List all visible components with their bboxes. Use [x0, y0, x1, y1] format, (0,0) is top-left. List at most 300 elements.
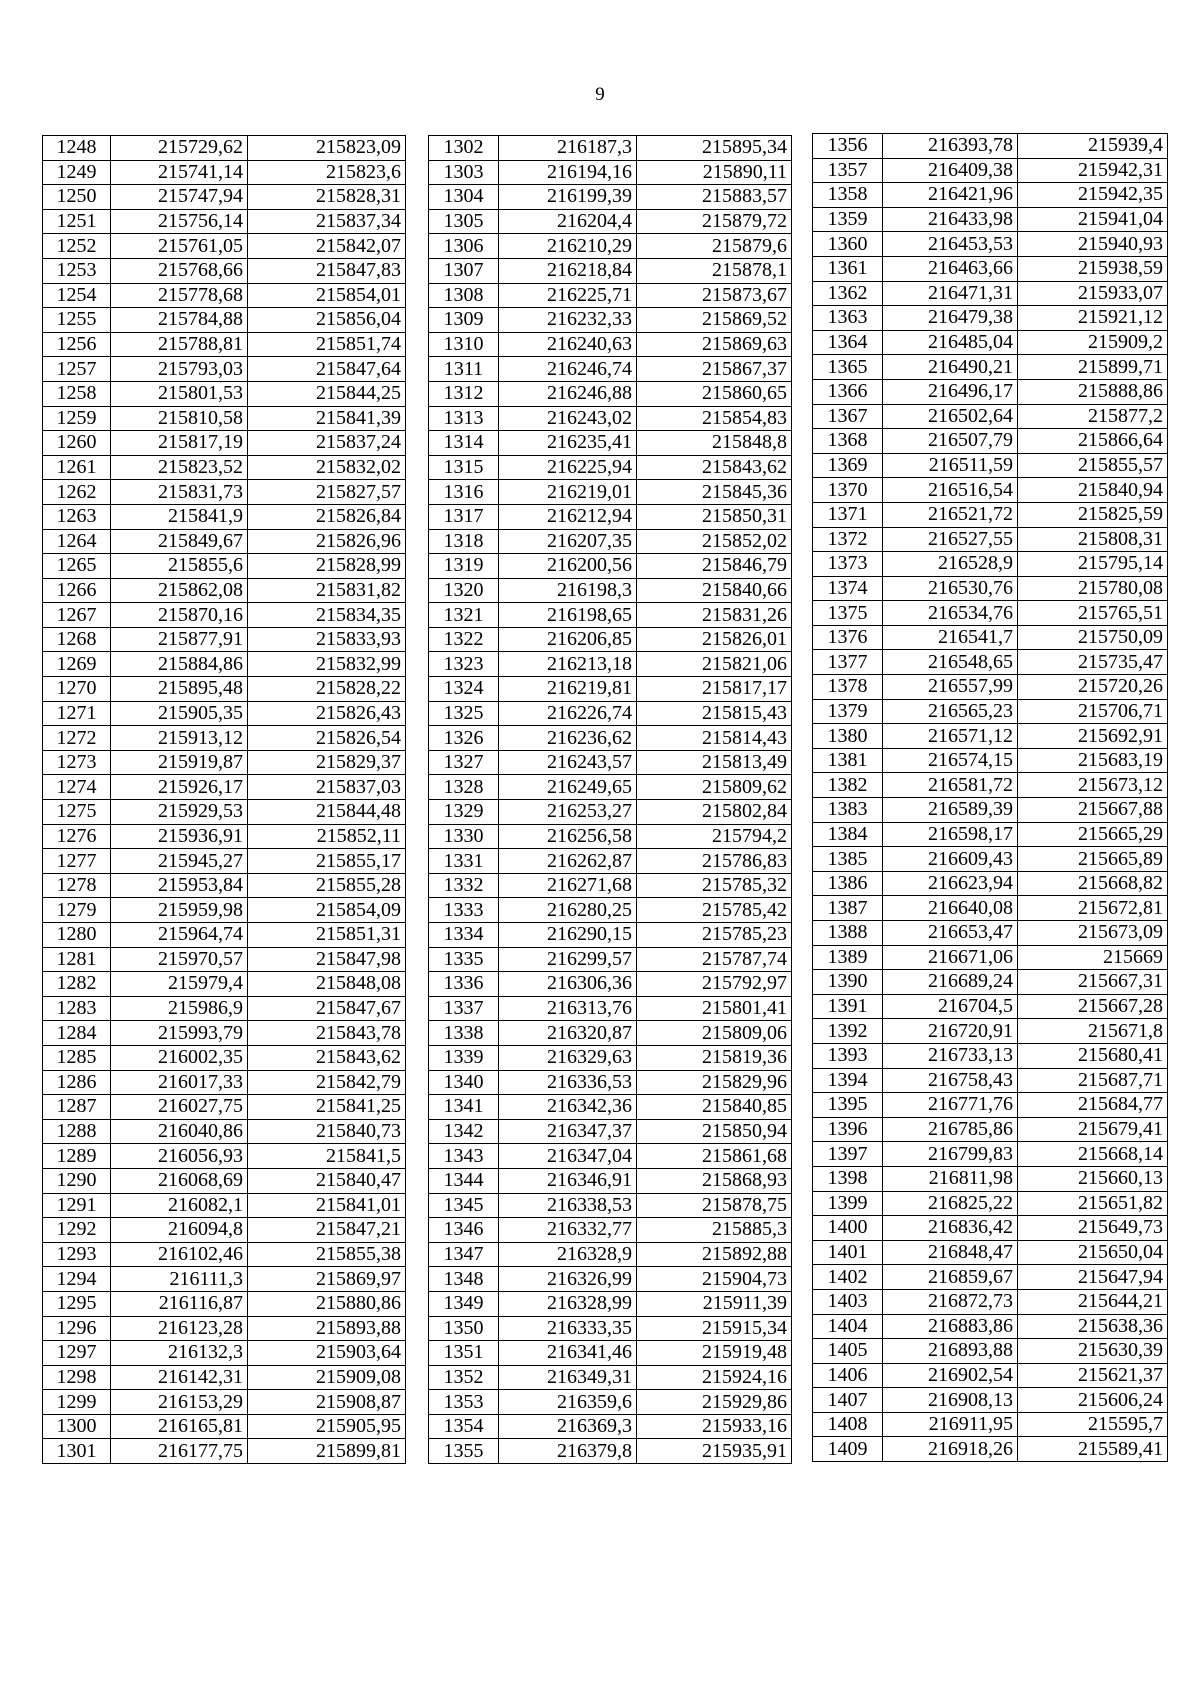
table-row — [43, 283, 406, 308]
table-row — [43, 1291, 406, 1316]
x-coordinate-cell: 215905,35 — [111, 701, 248, 726]
point-number-cell: 1321 — [429, 603, 499, 628]
point-number-cell: 1350 — [429, 1316, 499, 1341]
point-number-cell: 1397 — [813, 1142, 883, 1167]
point-number-cell: 1305 — [429, 209, 499, 234]
table-row — [813, 1388, 1168, 1413]
table-row — [429, 406, 792, 431]
y-coordinate-cell: 215595,7 — [1018, 1412, 1168, 1437]
y-coordinate-cell: 215878,1 — [637, 258, 792, 283]
y-coordinate-cell: 215942,31 — [1018, 158, 1168, 183]
x-coordinate-cell: 216082,1 — [111, 1193, 248, 1218]
point-number-cell: 1263 — [43, 504, 111, 529]
y-coordinate-cell: 215855,17 — [248, 849, 406, 874]
x-coordinate-cell: 216320,87 — [499, 1021, 637, 1046]
x-coordinate-cell: 215788,81 — [111, 332, 248, 357]
x-coordinate-cell: 216341,46 — [499, 1341, 637, 1366]
x-coordinate-cell: 216123,28 — [111, 1316, 248, 1341]
x-coordinate-cell: 216883,86 — [883, 1314, 1018, 1339]
y-coordinate-cell: 215827,57 — [248, 480, 406, 505]
x-coordinate-cell: 215741,14 — [111, 160, 248, 185]
y-coordinate-cell: 215621,37 — [1018, 1363, 1168, 1388]
y-coordinate-cell: 215869,52 — [637, 308, 792, 333]
table-row — [429, 1168, 792, 1193]
point-number-cell: 1355 — [429, 1439, 499, 1464]
y-coordinate-cell: 215650,04 — [1018, 1240, 1168, 1265]
y-coordinate-cell: 215848,8 — [637, 431, 792, 456]
table-row — [43, 258, 406, 283]
y-coordinate-cell: 215915,34 — [637, 1316, 792, 1341]
y-coordinate-cell: 215880,86 — [248, 1291, 406, 1316]
y-coordinate-cell: 215848,08 — [248, 972, 406, 997]
table-row — [429, 136, 792, 161]
y-coordinate-cell: 215829,96 — [637, 1070, 792, 1095]
y-coordinate-cell: 215840,94 — [1018, 478, 1168, 503]
point-number-cell: 1313 — [429, 406, 499, 431]
table-row — [43, 480, 406, 505]
point-number-cell: 1345 — [429, 1193, 499, 1218]
table-row — [429, 308, 792, 333]
y-coordinate-cell: 215909,2 — [1018, 330, 1168, 355]
point-number-cell: 1372 — [813, 527, 883, 552]
point-number-cell: 1330 — [429, 824, 499, 849]
table-row — [429, 1021, 792, 1046]
x-coordinate-cell: 216811,98 — [883, 1166, 1018, 1191]
point-number-cell: 1275 — [43, 800, 111, 825]
x-coordinate-cell: 216848,47 — [883, 1240, 1018, 1265]
point-number-cell: 1347 — [429, 1242, 499, 1267]
x-coordinate-cell: 216198,3 — [499, 578, 637, 603]
table-row — [813, 527, 1168, 552]
table-row — [813, 1265, 1168, 1290]
y-coordinate-cell: 215892,88 — [637, 1242, 792, 1267]
table-row — [813, 1093, 1168, 1118]
point-number-cell: 1381 — [813, 748, 883, 773]
point-number-cell: 1249 — [43, 160, 111, 185]
y-coordinate-cell: 215840,73 — [248, 1119, 406, 1144]
x-coordinate-cell: 216116,87 — [111, 1291, 248, 1316]
point-number-cell: 1276 — [43, 824, 111, 849]
point-number-cell: 1405 — [813, 1339, 883, 1364]
table-row — [429, 775, 792, 800]
x-coordinate-cell: 216433,98 — [883, 207, 1018, 232]
point-number-cell: 1279 — [43, 898, 111, 923]
table-row — [43, 701, 406, 726]
y-coordinate-cell: 215911,39 — [637, 1291, 792, 1316]
table-row — [429, 431, 792, 456]
y-coordinate-cell: 215826,54 — [248, 726, 406, 751]
point-number-cell: 1376 — [813, 625, 883, 650]
y-coordinate-cell: 215785,23 — [637, 923, 792, 948]
y-coordinate-cell: 215846,79 — [637, 554, 792, 579]
y-coordinate-cell: 215683,19 — [1018, 748, 1168, 773]
x-coordinate-cell: 216349,31 — [499, 1365, 637, 1390]
table-row — [813, 748, 1168, 773]
y-coordinate-cell: 215844,25 — [248, 381, 406, 406]
table-row — [813, 871, 1168, 896]
table-row — [429, 1045, 792, 1070]
y-coordinate-cell: 215841,5 — [248, 1144, 406, 1169]
table-row — [43, 775, 406, 800]
x-coordinate-cell: 216453,53 — [883, 232, 1018, 257]
x-coordinate-cell: 216290,15 — [499, 923, 637, 948]
point-number-cell: 1324 — [429, 677, 499, 702]
point-number-cell: 1392 — [813, 1019, 883, 1044]
table-row — [813, 158, 1168, 183]
point-number-cell: 1344 — [429, 1168, 499, 1193]
point-number-cell: 1300 — [43, 1414, 111, 1439]
y-coordinate-cell: 215877,2 — [1018, 404, 1168, 429]
x-coordinate-cell: 215913,12 — [111, 726, 248, 751]
point-number-cell: 1334 — [429, 923, 499, 948]
point-number-cell: 1248 — [43, 136, 111, 161]
y-coordinate-cell: 215895,34 — [637, 136, 792, 161]
point-number-cell: 1364 — [813, 330, 883, 355]
table-row — [429, 1095, 792, 1120]
point-number-cell: 1396 — [813, 1117, 883, 1142]
y-coordinate-cell: 215941,04 — [1018, 207, 1168, 232]
x-coordinate-cell: 216338,53 — [499, 1193, 637, 1218]
point-number-cell: 1291 — [43, 1193, 111, 1218]
x-coordinate-cell: 216548,65 — [883, 650, 1018, 675]
x-coordinate-cell: 216836,42 — [883, 1216, 1018, 1241]
table-row — [813, 1068, 1168, 1093]
y-coordinate-cell: 215706,71 — [1018, 699, 1168, 724]
y-coordinate-cell: 215837,24 — [248, 431, 406, 456]
x-coordinate-cell: 216212,94 — [499, 504, 637, 529]
point-number-cell: 1289 — [43, 1144, 111, 1169]
y-coordinate-cell: 215825,59 — [1018, 502, 1168, 527]
table-row — [43, 1218, 406, 1243]
table-row — [429, 185, 792, 210]
point-number-cell: 1374 — [813, 576, 883, 601]
table-row — [429, 1119, 792, 1144]
point-number-cell: 1297 — [43, 1341, 111, 1366]
table-row — [429, 996, 792, 1021]
table-row — [813, 699, 1168, 724]
point-number-cell: 1306 — [429, 234, 499, 259]
y-coordinate-cell: 215933,16 — [637, 1414, 792, 1439]
point-number-cell: 1360 — [813, 232, 883, 257]
y-coordinate-cell: 215819,36 — [637, 1045, 792, 1070]
table-row — [813, 355, 1168, 380]
y-coordinate-cell: 215844,48 — [248, 800, 406, 825]
point-number-cell: 1363 — [813, 306, 883, 331]
x-coordinate-cell: 216240,63 — [499, 332, 637, 357]
x-coordinate-cell: 216471,31 — [883, 281, 1018, 306]
x-coordinate-cell: 216132,3 — [111, 1341, 248, 1366]
y-coordinate-cell: 215787,74 — [637, 947, 792, 972]
point-number-cell: 1290 — [43, 1168, 111, 1193]
x-coordinate-cell: 215986,9 — [111, 996, 248, 1021]
x-coordinate-cell: 216589,39 — [883, 798, 1018, 823]
point-number-cell: 1259 — [43, 406, 111, 431]
point-number-cell: 1367 — [813, 404, 883, 429]
table-row — [43, 529, 406, 554]
point-number-cell: 1304 — [429, 185, 499, 210]
point-number-cell: 1273 — [43, 750, 111, 775]
point-number-cell: 1274 — [43, 775, 111, 800]
x-coordinate-cell: 216210,29 — [499, 234, 637, 259]
table-row — [813, 1339, 1168, 1364]
x-coordinate-cell: 216243,02 — [499, 406, 637, 431]
table-row — [813, 847, 1168, 872]
x-coordinate-cell: 216332,77 — [499, 1218, 637, 1243]
x-coordinate-cell: 216218,84 — [499, 258, 637, 283]
point-number-cell: 1366 — [813, 379, 883, 404]
point-number-cell: 1283 — [43, 996, 111, 1021]
table-row — [43, 1021, 406, 1046]
point-number-cell: 1298 — [43, 1365, 111, 1390]
y-coordinate-cell: 215660,13 — [1018, 1166, 1168, 1191]
x-coordinate-cell: 216409,38 — [883, 158, 1018, 183]
y-coordinate-cell: 215687,71 — [1018, 1068, 1168, 1093]
point-number-cell: 1307 — [429, 258, 499, 283]
y-coordinate-cell: 215795,14 — [1018, 552, 1168, 577]
y-coordinate-cell: 215832,02 — [248, 455, 406, 480]
point-number-cell: 1386 — [813, 871, 883, 896]
coordinates-table-1 — [42, 135, 406, 1464]
table-row — [429, 1193, 792, 1218]
x-coordinate-cell: 215993,79 — [111, 1021, 248, 1046]
table-row — [429, 234, 792, 259]
point-number-cell: 1378 — [813, 675, 883, 700]
y-coordinate-cell: 215786,83 — [637, 849, 792, 874]
point-number-cell: 1251 — [43, 209, 111, 234]
x-coordinate-cell: 216516,54 — [883, 478, 1018, 503]
point-number-cell: 1383 — [813, 798, 883, 823]
table-row — [43, 1070, 406, 1095]
y-coordinate-cell: 215832,99 — [248, 652, 406, 677]
x-coordinate-cell: 216306,36 — [499, 972, 637, 997]
point-number-cell: 1402 — [813, 1265, 883, 1290]
x-coordinate-cell: 216541,7 — [883, 625, 1018, 650]
table-row — [813, 650, 1168, 675]
table-row — [813, 945, 1168, 970]
point-number-cell: 1267 — [43, 603, 111, 628]
y-coordinate-cell: 215673,12 — [1018, 773, 1168, 798]
point-number-cell: 1354 — [429, 1414, 499, 1439]
table-row — [813, 207, 1168, 232]
x-coordinate-cell: 216017,33 — [111, 1070, 248, 1095]
x-coordinate-cell: 215936,91 — [111, 824, 248, 849]
point-number-cell: 1341 — [429, 1095, 499, 1120]
table-row — [429, 824, 792, 849]
point-number-cell: 1288 — [43, 1119, 111, 1144]
y-coordinate-cell: 215826,96 — [248, 529, 406, 554]
y-coordinate-cell: 215828,31 — [248, 185, 406, 210]
table-row — [43, 1095, 406, 1120]
point-number-cell: 1277 — [43, 849, 111, 874]
point-number-cell: 1349 — [429, 1291, 499, 1316]
y-coordinate-cell: 215765,51 — [1018, 601, 1168, 626]
table-row — [43, 357, 406, 382]
point-number-cell: 1261 — [43, 455, 111, 480]
y-coordinate-cell: 215866,64 — [1018, 429, 1168, 454]
coordinates-table-3 — [812, 133, 1168, 1462]
x-coordinate-cell: 215945,27 — [111, 849, 248, 874]
x-coordinate-cell: 215747,94 — [111, 185, 248, 210]
table-row — [429, 504, 792, 529]
table-row — [813, 675, 1168, 700]
table-row — [813, 1314, 1168, 1339]
y-coordinate-cell: 215826,43 — [248, 701, 406, 726]
point-number-cell: 1268 — [43, 627, 111, 652]
point-number-cell: 1389 — [813, 945, 883, 970]
x-coordinate-cell: 216511,59 — [883, 453, 1018, 478]
table-row — [43, 1119, 406, 1144]
point-number-cell: 1262 — [43, 480, 111, 505]
point-number-cell: 1299 — [43, 1390, 111, 1415]
x-coordinate-cell: 216326,99 — [499, 1267, 637, 1292]
y-coordinate-cell: 215802,84 — [637, 800, 792, 825]
x-coordinate-cell: 215768,66 — [111, 258, 248, 283]
x-coordinate-cell: 216213,18 — [499, 652, 637, 677]
y-coordinate-cell: 215638,36 — [1018, 1314, 1168, 1339]
table-row — [43, 996, 406, 1021]
x-coordinate-cell: 215761,05 — [111, 234, 248, 259]
y-coordinate-cell: 215899,71 — [1018, 355, 1168, 380]
y-coordinate-cell: 215904,73 — [637, 1267, 792, 1292]
table-row — [43, 455, 406, 480]
table-row — [813, 330, 1168, 355]
table-row — [429, 160, 792, 185]
y-coordinate-cell: 215842,07 — [248, 234, 406, 259]
point-number-cell: 1400 — [813, 1216, 883, 1241]
point-number-cell: 1351 — [429, 1341, 499, 1366]
x-coordinate-cell: 216574,15 — [883, 748, 1018, 773]
y-coordinate-cell: 215885,3 — [637, 1218, 792, 1243]
point-number-cell: 1325 — [429, 701, 499, 726]
table-row — [813, 798, 1168, 823]
table-row — [43, 185, 406, 210]
x-coordinate-cell: 216187,3 — [499, 136, 637, 161]
point-number-cell: 1253 — [43, 258, 111, 283]
x-coordinate-cell: 215729,62 — [111, 136, 248, 161]
table-row — [43, 898, 406, 923]
x-coordinate-cell: 216111,3 — [111, 1267, 248, 1292]
table-row — [429, 1316, 792, 1341]
point-number-cell: 1315 — [429, 455, 499, 480]
y-coordinate-cell: 215847,64 — [248, 357, 406, 382]
point-number-cell: 1395 — [813, 1093, 883, 1118]
point-number-cell: 1311 — [429, 357, 499, 382]
y-coordinate-cell: 215671,8 — [1018, 1019, 1168, 1044]
table-row — [429, 923, 792, 948]
table-row — [43, 1414, 406, 1439]
point-number-cell: 1312 — [429, 381, 499, 406]
table-row — [813, 502, 1168, 527]
x-coordinate-cell: 216232,33 — [499, 308, 637, 333]
point-number-cell: 1406 — [813, 1363, 883, 1388]
x-coordinate-cell: 216893,88 — [883, 1339, 1018, 1364]
table-row — [43, 873, 406, 898]
point-number-cell: 1271 — [43, 701, 111, 726]
table-row — [43, 1242, 406, 1267]
point-number-cell: 1333 — [429, 898, 499, 923]
x-coordinate-cell: 215823,52 — [111, 455, 248, 480]
table-row — [429, 849, 792, 874]
y-coordinate-cell: 215735,47 — [1018, 650, 1168, 675]
point-number-cell: 1380 — [813, 724, 883, 749]
table-row — [43, 554, 406, 579]
point-number-cell: 1285 — [43, 1045, 111, 1070]
point-number-cell: 1337 — [429, 996, 499, 1021]
table-row — [429, 947, 792, 972]
x-coordinate-cell: 216720,91 — [883, 1019, 1018, 1044]
y-coordinate-cell: 215750,09 — [1018, 625, 1168, 650]
table-row — [813, 404, 1168, 429]
point-number-cell: 1346 — [429, 1218, 499, 1243]
table-row — [429, 529, 792, 554]
point-number-cell: 1371 — [813, 502, 883, 527]
x-coordinate-cell: 216598,17 — [883, 822, 1018, 847]
x-coordinate-cell: 215929,53 — [111, 800, 248, 825]
y-coordinate-cell: 215840,47 — [248, 1168, 406, 1193]
x-coordinate-cell: 215959,98 — [111, 898, 248, 923]
point-number-cell: 1292 — [43, 1218, 111, 1243]
point-number-cell: 1252 — [43, 234, 111, 259]
y-coordinate-cell: 215938,59 — [1018, 256, 1168, 281]
table-row — [813, 724, 1168, 749]
table-row — [813, 306, 1168, 331]
table-row — [43, 1439, 406, 1464]
table-row — [43, 1267, 406, 1292]
table-row — [813, 1216, 1168, 1241]
table-row — [429, 1144, 792, 1169]
table-row — [429, 209, 792, 234]
table-row — [43, 1193, 406, 1218]
x-coordinate-cell: 216902,54 — [883, 1363, 1018, 1388]
table-row — [429, 381, 792, 406]
table-row — [43, 1316, 406, 1341]
y-coordinate-cell: 215855,28 — [248, 873, 406, 898]
point-number-cell: 1257 — [43, 357, 111, 382]
y-coordinate-cell: 215649,73 — [1018, 1216, 1168, 1241]
y-coordinate-cell: 215852,02 — [637, 529, 792, 554]
y-coordinate-cell: 215833,93 — [248, 627, 406, 652]
y-coordinate-cell: 215828,22 — [248, 677, 406, 702]
x-coordinate-cell: 216002,35 — [111, 1045, 248, 1070]
x-coordinate-cell: 216507,79 — [883, 429, 1018, 454]
y-coordinate-cell: 215841,01 — [248, 1193, 406, 1218]
y-coordinate-cell: 215855,57 — [1018, 453, 1168, 478]
y-coordinate-cell: 215815,43 — [637, 701, 792, 726]
point-number-cell: 1260 — [43, 431, 111, 456]
x-coordinate-cell: 216771,76 — [883, 1093, 1018, 1118]
x-coordinate-cell: 216421,96 — [883, 183, 1018, 208]
y-coordinate-cell: 215668,82 — [1018, 871, 1168, 896]
point-number-cell: 1281 — [43, 947, 111, 972]
table-row — [43, 160, 406, 185]
point-number-cell: 1255 — [43, 308, 111, 333]
table-row — [429, 283, 792, 308]
y-coordinate-cell: 215667,88 — [1018, 798, 1168, 823]
point-number-cell: 1357 — [813, 158, 883, 183]
y-coordinate-cell: 215845,36 — [637, 480, 792, 505]
point-number-cell: 1368 — [813, 429, 883, 454]
x-coordinate-cell: 216271,68 — [499, 873, 637, 898]
table-row — [813, 1412, 1168, 1437]
table-row — [43, 1341, 406, 1366]
x-coordinate-cell: 216609,43 — [883, 847, 1018, 872]
point-number-cell: 1342 — [429, 1119, 499, 1144]
point-number-cell: 1329 — [429, 800, 499, 825]
point-number-cell: 1373 — [813, 552, 883, 577]
x-coordinate-cell: 216859,67 — [883, 1265, 1018, 1290]
y-coordinate-cell: 215692,91 — [1018, 724, 1168, 749]
x-coordinate-cell: 216219,01 — [499, 480, 637, 505]
